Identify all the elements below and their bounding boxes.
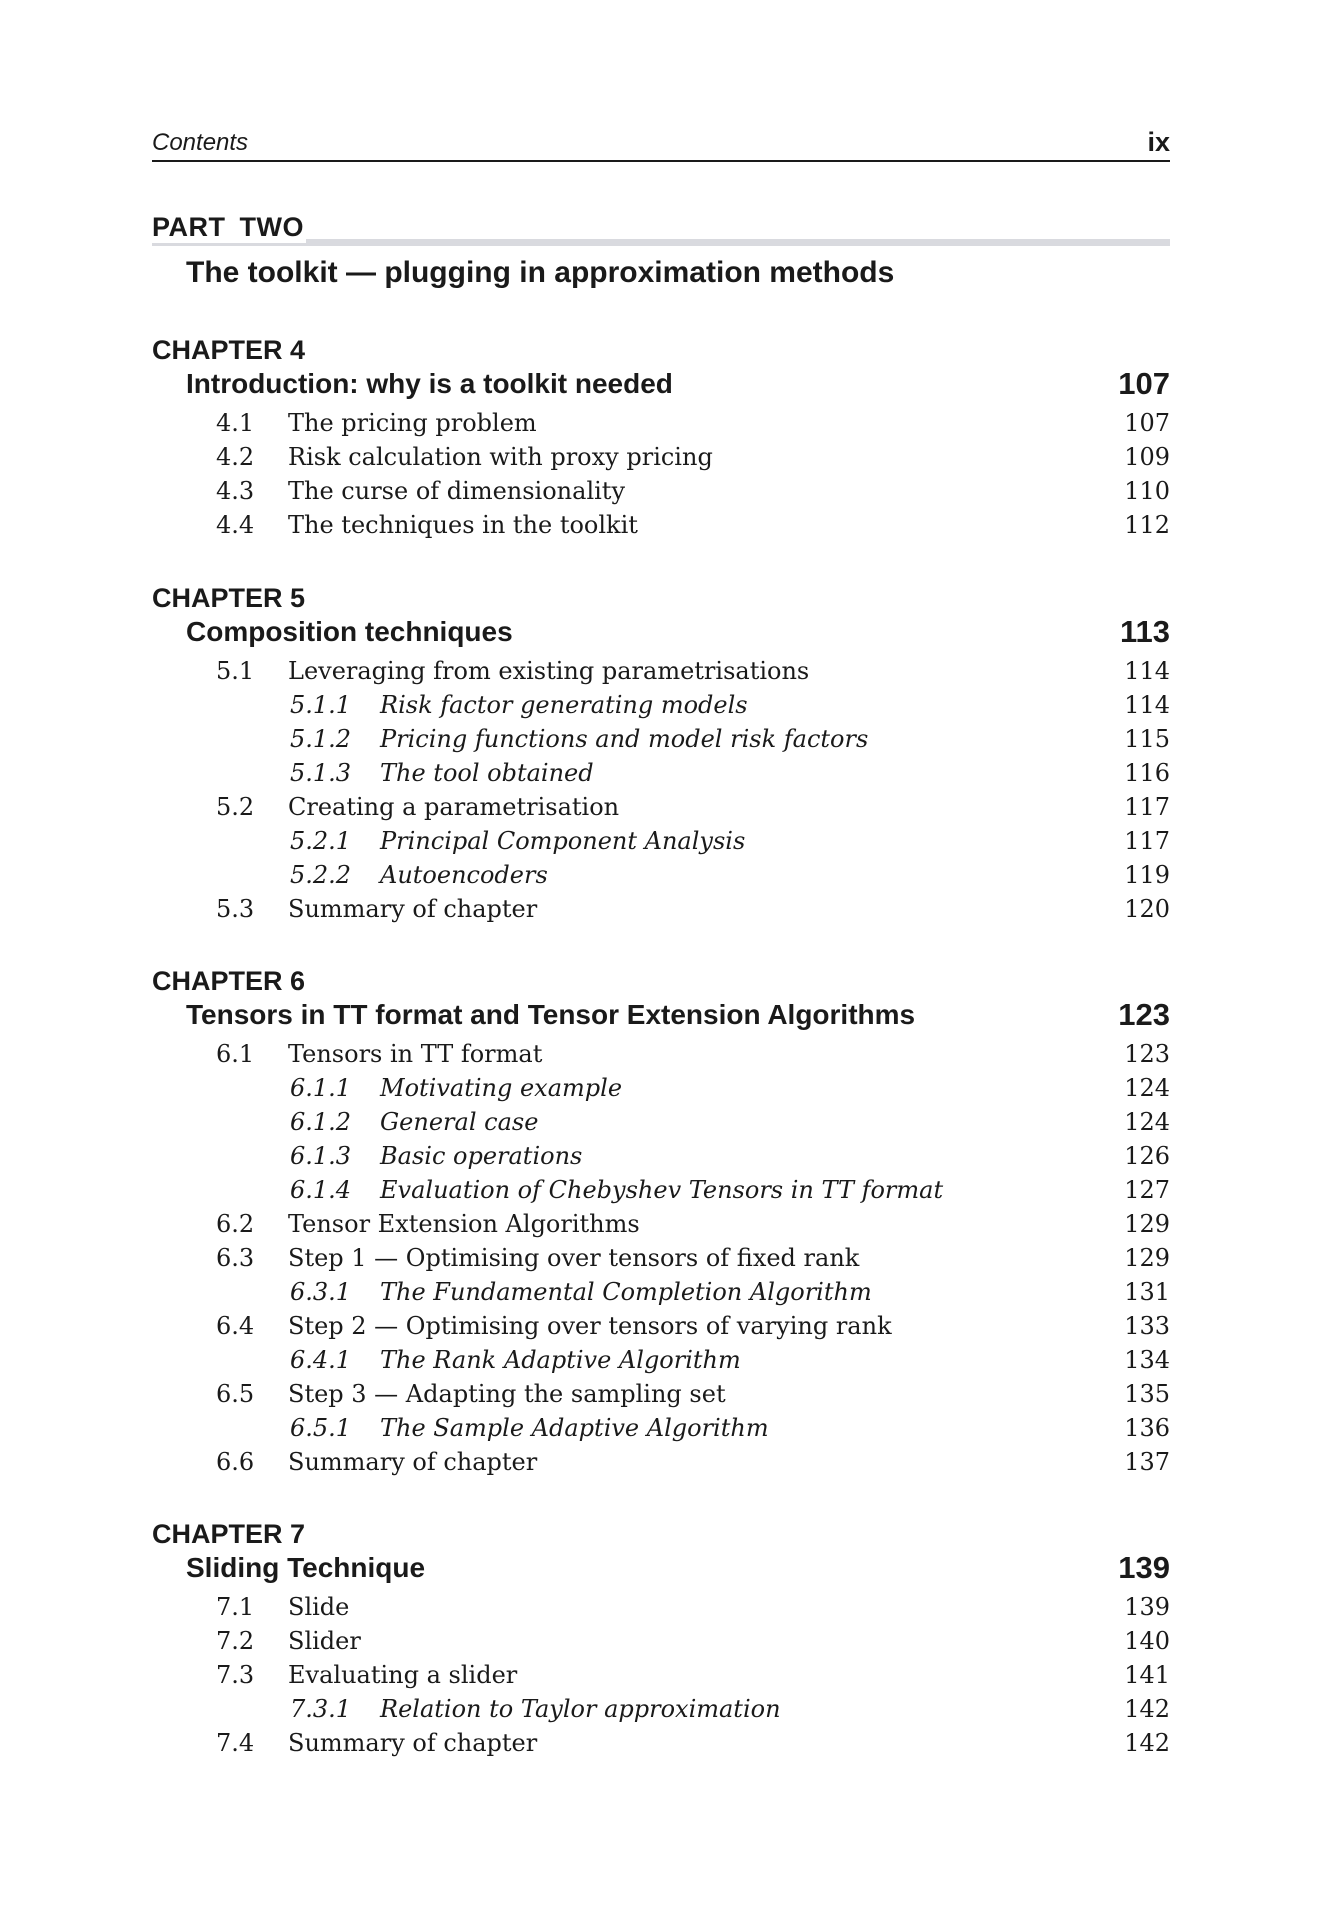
entry-page: 117 — [1124, 793, 1170, 821]
toc-entry[interactable] — [152, 1309, 1170, 1343]
entry-number: 6.6 — [216, 1448, 255, 1476]
entry-title: Leveraging from existing parametrisations — [288, 657, 810, 685]
part-heading — [152, 212, 1170, 289]
entry-title: The curse of dimensionality — [288, 477, 625, 505]
toc-entry[interactable] — [152, 1726, 1170, 1760]
entry-page: 114 — [1124, 691, 1170, 719]
entry-title: Evaluating a slider — [288, 1661, 518, 1689]
entry-page: 114 — [1124, 657, 1170, 685]
entry-title: Step 1 — Optimising over tensors of fixed rank — [288, 1244, 860, 1272]
entry-number: 6.2 — [216, 1210, 255, 1238]
chapter-6 — [152, 965, 1170, 1479]
entry-title: The tool obtained — [380, 759, 594, 787]
entry-page: 140 — [1124, 1627, 1170, 1655]
entry-title: Summary of chapter — [288, 895, 538, 923]
toc-entry[interactable] — [152, 1377, 1170, 1411]
chapter-title-link[interactable]: Sliding Technique — [186, 1552, 426, 1583]
entry-number: 6.1.2 — [290, 1108, 352, 1136]
entry-number: 4.3 — [216, 477, 255, 505]
entry-title: Slide — [288, 1593, 350, 1621]
toc-subentry[interactable] — [152, 756, 1170, 790]
entry-title: Motivating example — [380, 1074, 623, 1102]
toc-entry[interactable] — [152, 440, 1170, 474]
toc-subentry[interactable] — [152, 1343, 1170, 1377]
entry-number: 6.5.1 — [290, 1414, 352, 1442]
entry-page: 135 — [1124, 1380, 1170, 1408]
toc-entry[interactable] — [152, 1590, 1170, 1624]
chapter-page: 123 — [1118, 997, 1170, 1032]
entry-title: Step 2 — Optimising over tensors of varying rank — [288, 1312, 892, 1340]
chapter-page: 107 — [1118, 366, 1170, 401]
entry-number: 5.2 — [216, 793, 255, 821]
part-title: The toolkit — plugging in approximation methods — [186, 256, 895, 289]
entry-title: Creating a parametrisation — [288, 793, 620, 821]
toc-entry[interactable] — [152, 474, 1170, 508]
chapter-page: 139 — [1118, 1550, 1170, 1585]
chapter-label: CHAPTER 4 — [152, 335, 306, 365]
toc-entry[interactable] — [152, 1624, 1170, 1658]
entry-title: The Fundamental Completion Algorithm — [380, 1278, 872, 1306]
entry-number: 4.1 — [216, 409, 255, 437]
entry-page: 129 — [1124, 1210, 1170, 1238]
toc-entry[interactable] — [152, 892, 1170, 926]
toc-subentry[interactable] — [152, 688, 1170, 722]
part-label-number: TWO — [239, 212, 304, 242]
entry-page: 137 — [1124, 1448, 1170, 1476]
entry-title: Risk calculation with proxy pricing — [288, 443, 713, 471]
entry-title: Autoencoders — [380, 861, 548, 889]
entry-page: 131 — [1124, 1278, 1170, 1306]
entry-title: Pricing functions and model risk factors — [380, 725, 869, 753]
part-label-word: PART — [152, 212, 226, 242]
entry-page: 127 — [1124, 1176, 1170, 1204]
entry-title: Summary of chapter — [288, 1729, 538, 1757]
entry-page: 141 — [1124, 1661, 1170, 1689]
entry-title: The Sample Adaptive Algorithm — [380, 1414, 769, 1442]
entry-number: 6.1.1 — [290, 1074, 352, 1102]
entry-page: 119 — [1124, 861, 1170, 889]
chapter-title-link[interactable]: Composition techniques — [186, 616, 513, 647]
entry-page: 116 — [1124, 759, 1170, 787]
entry-title: Relation to Taylor approximation — [380, 1695, 781, 1723]
entry-number: 6.1.3 — [290, 1142, 352, 1170]
entry-number: 5.1.1 — [290, 691, 352, 719]
running-header-title: Contents — [152, 129, 249, 156]
toc-subentry[interactable] — [152, 722, 1170, 756]
toc-entry[interactable] — [152, 1037, 1170, 1071]
toc-entry[interactable] — [152, 654, 1170, 688]
toc-subentry[interactable] — [152, 824, 1170, 858]
entry-title: Evaluation of Chebyshev Tensors in TT format — [380, 1176, 944, 1204]
chapter-page: 113 — [1119, 614, 1170, 649]
toc-subentry[interactable] — [152, 1071, 1170, 1105]
toc-subentry[interactable] — [152, 858, 1170, 892]
entry-page: 129 — [1124, 1244, 1170, 1272]
chapter-label: CHAPTER 7 — [152, 1519, 306, 1549]
toc-entry[interactable] — [152, 1658, 1170, 1692]
chapter-5 — [152, 582, 1170, 926]
entry-page: 120 — [1124, 895, 1170, 923]
entry-title: Step 3 — Adapting the sampling set — [288, 1380, 726, 1408]
entry-page: 112 — [1124, 511, 1170, 539]
toc-entry[interactable] — [152, 1445, 1170, 1479]
entry-page: 115 — [1124, 725, 1170, 753]
entry-title: Summary of chapter — [288, 1448, 538, 1476]
toc-subentry[interactable] — [152, 1139, 1170, 1173]
entry-number: 5.2.2 — [290, 861, 352, 889]
entry-number: 7.4 — [216, 1729, 255, 1757]
toc-entry[interactable] — [152, 1241, 1170, 1275]
toc-subentry[interactable] — [152, 1173, 1170, 1207]
toc-entry[interactable] — [152, 508, 1170, 542]
entry-title: Tensor Extension Algorithms — [288, 1210, 640, 1238]
entry-title: The pricing problem — [288, 409, 537, 437]
entry-number: 5.1.3 — [290, 759, 352, 787]
entry-title: General case — [380, 1108, 539, 1136]
entry-number: 6.4 — [216, 1312, 255, 1340]
chapter-label: CHAPTER 5 — [152, 583, 306, 613]
toc-page — [152, 0, 1170, 1922]
entry-title: The Rank Adaptive Algorithm — [380, 1346, 741, 1374]
entry-number: 6.5 — [216, 1380, 255, 1408]
running-header — [152, 122, 1170, 162]
toc-subentry[interactable] — [152, 1411, 1170, 1445]
entry-number: 6.3.1 — [290, 1278, 352, 1306]
entry-page: 107 — [1124, 409, 1170, 437]
entry-title: Risk factor generating models — [380, 691, 748, 719]
chapter-title-link[interactable]: Tensors in TT format and Tensor Extension Algorithms — [186, 999, 916, 1030]
entry-page: 109 — [1124, 443, 1170, 471]
entry-title: Basic operations — [380, 1142, 583, 1170]
entry-number: 4.2 — [216, 443, 255, 471]
entry-page: 142 — [1124, 1695, 1170, 1723]
entry-number: 4.4 — [216, 511, 255, 539]
entry-page: 142 — [1124, 1729, 1170, 1757]
entry-page: 117 — [1124, 827, 1170, 855]
toc-entry[interactable] — [152, 406, 1170, 440]
toc-subentry[interactable] — [152, 1692, 1170, 1726]
entry-number: 6.4.1 — [290, 1346, 352, 1374]
entry-number: 6.1 — [216, 1040, 255, 1068]
entry-number: 5.1 — [216, 657, 255, 685]
entry-page: 123 — [1124, 1040, 1170, 1068]
entry-title: Principal Component Analysis — [380, 827, 746, 855]
toc-subentry[interactable] — [152, 1105, 1170, 1139]
entry-number: 5.1.2 — [290, 725, 352, 753]
entry-page: 124 — [1124, 1108, 1170, 1136]
entry-number: 6.1.4 — [290, 1176, 352, 1204]
toc-subentry[interactable] — [152, 1275, 1170, 1309]
entry-number: 7.3.1 — [290, 1695, 352, 1723]
toc-entry[interactable] — [152, 790, 1170, 824]
entry-title: The techniques in the toolkit — [288, 511, 638, 539]
entry-number: 5.3 — [216, 895, 255, 923]
chapter-title-link[interactable]: Introduction: why is a toolkit needed — [186, 368, 673, 399]
part-label — [152, 212, 306, 243]
entry-page: 126 — [1124, 1142, 1170, 1170]
entry-title: Tensors in TT format — [288, 1040, 543, 1068]
entry-page: 124 — [1124, 1074, 1170, 1102]
chapter-7 — [152, 1518, 1170, 1760]
entry-number: 7.3 — [216, 1661, 255, 1689]
entry-page: 110 — [1124, 477, 1170, 505]
entry-page: 134 — [1124, 1346, 1170, 1374]
toc-entry[interactable] — [152, 1207, 1170, 1241]
entry-page: 133 — [1124, 1312, 1170, 1340]
entry-title: Slider — [288, 1627, 361, 1655]
entry-number: 5.2.1 — [290, 827, 352, 855]
page-number: ix — [1147, 127, 1170, 157]
chapter-label: CHAPTER 6 — [152, 966, 306, 996]
entry-number: 7.2 — [216, 1627, 255, 1655]
chapter-4 — [152, 334, 1170, 542]
entry-page: 136 — [1124, 1414, 1170, 1442]
entry-number: 7.1 — [216, 1593, 255, 1621]
entry-number: 6.3 — [216, 1244, 255, 1272]
entry-page: 139 — [1124, 1593, 1170, 1621]
